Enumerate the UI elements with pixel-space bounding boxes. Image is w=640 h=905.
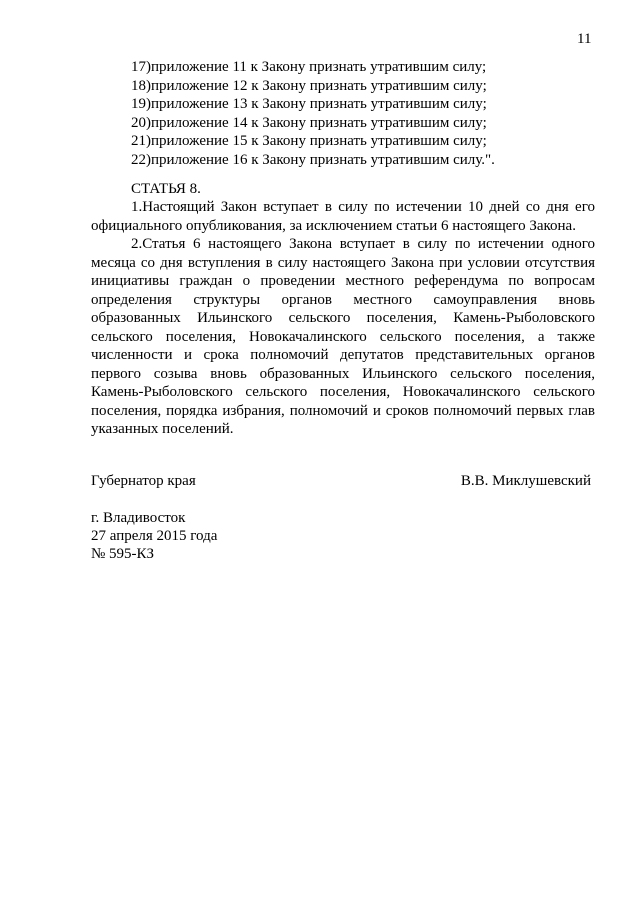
signature-block xyxy=(91,472,591,492)
repeal-list xyxy=(131,58,601,170)
footer-law-number: № 595-КЗ xyxy=(91,546,155,562)
list-item: 17)приложение 11 к Закону признать утратившим силу; xyxy=(131,59,487,75)
list-item: 18)приложение 12 к Закону признать утратившим силу; xyxy=(131,77,487,94)
article-paragraph: 2.Статья 6 настоящего Закона вступает в силу по истечении одного месяца со дня вступления в силу настоящего Закона при условии отсутствия инициативы граждан о проведении местного референдума по вопросам определения структуры органов местного самоуправления вновь образованных Ильинского сельского поселения, Камень-Рыболовского сельского поселения, Новокачалинского сельского поселения, а также численности и срока полномочий депутатов представительных органов первого созыва вновь образованных Ильинского сельского поселения, Камень-Рыболовского сельского поселения, Новокачалинского сельского поселения, порядка избрания, полномочий и сроков полномочий первых глав указанных поселений. xyxy=(91,236,595,437)
list-item: 22)приложение 16 к Закону признать утратившим силу.". xyxy=(131,151,495,168)
article-title: СТАТЬЯ 8. xyxy=(131,181,201,197)
footer-city: г. Владивосток xyxy=(91,510,186,526)
list-item: 19)приложение 13 к Закону признать утратившим силу; xyxy=(131,96,487,113)
article-body xyxy=(91,198,595,439)
signatory-role: Губернатор края xyxy=(91,473,196,489)
list-item: 21)приложение 15 к Закону признать утратившим силу; xyxy=(131,133,487,150)
document-footer xyxy=(91,509,217,563)
article-paragraph: 1.Настоящий Закон вступает в силу по истечении 10 дней со дня его официального опубликования, за исключением статьи 6 настоящего Закона. xyxy=(91,199,595,234)
list-item: 20)приложение 14 к Закону признать утратившим силу; xyxy=(131,114,487,131)
footer-date: 27 апреля 2015 года xyxy=(91,528,218,544)
page-number: 11 xyxy=(577,31,592,47)
signatory-name: В.В. Миклушевский xyxy=(460,473,591,489)
